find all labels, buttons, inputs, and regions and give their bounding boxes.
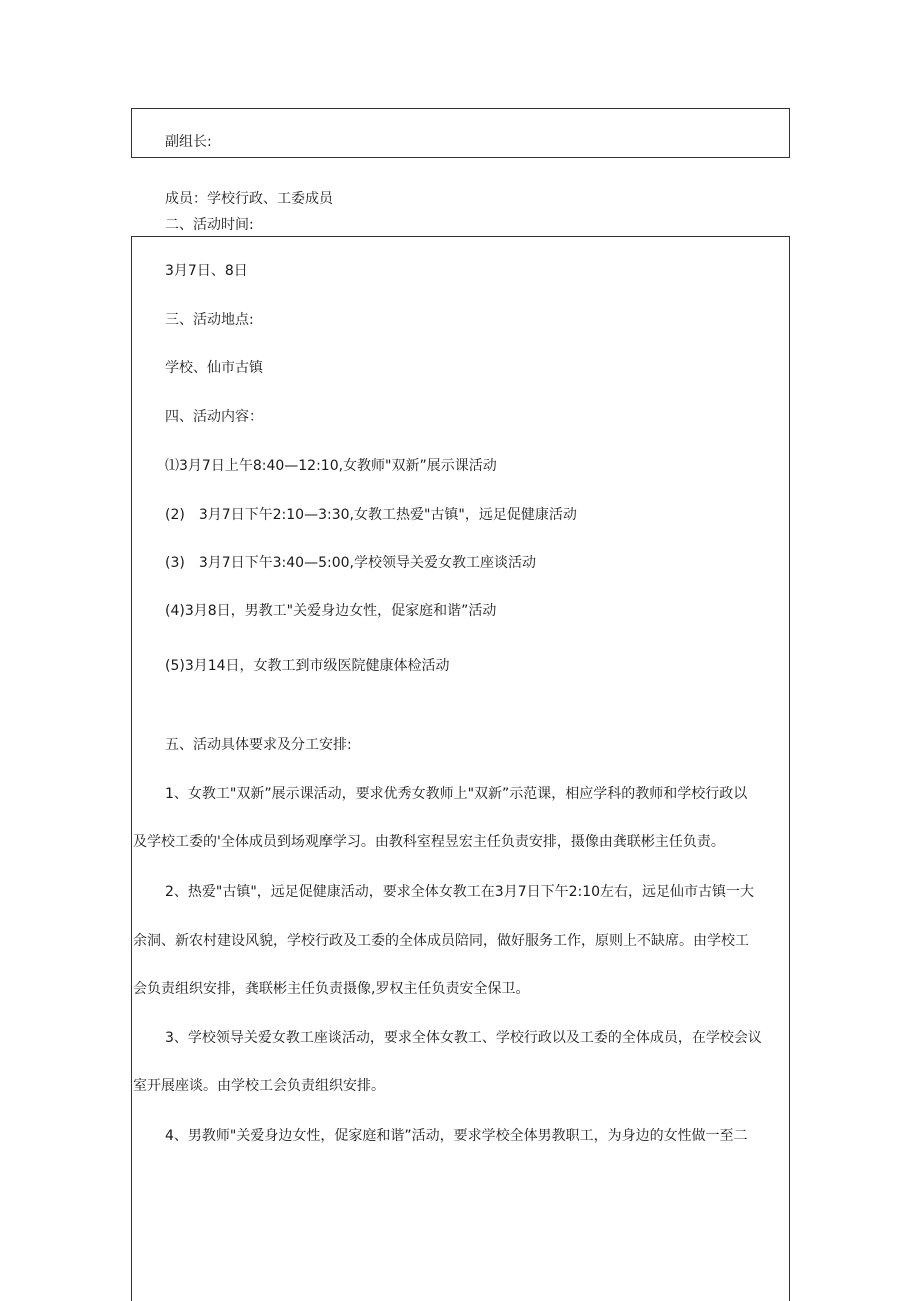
requirement-line: 余洞、新农村建设风貌，学校行政及工委的全体成员陪同，做好服务工作，原则上不缺席。由学校工 (133, 933, 749, 949)
section-2-title: 二、活动时间: (165, 217, 254, 233)
requirement-line: 2、热爱"古镇"，远足促健康活动，要求全体女教工在3月7日下午2:10左右，远足仙市古镇一大 (165, 884, 755, 900)
requirement-line: 室开展座谈。由学校工会负责组织安排。 (133, 1078, 385, 1094)
section-5-title: 五、活动具体要求及分工安排: (165, 737, 352, 753)
activity-item: ⑴3月7日上午8:40—12:10,女教师"双新”展示课活动 (165, 458, 497, 474)
members-line: 成员：学校行政、工委成员 (165, 191, 333, 207)
activity-item: (4)3月8日，男教工"关爱身边女性，促家庭和谐”活动 (165, 603, 497, 619)
requirement-line: 及学校工委的'全体成员到场观摩学习。由教科室程昱宏主任负责安排，摄像由龚联彬主任负责。 (133, 834, 725, 850)
activity-item: (2) 3月7日下午2:10—3:30,女教工热爱"古镇"，远足促健康活动 (165, 507, 577, 523)
vice-leader-label: 副组长: (165, 134, 212, 150)
requirement-line: 3、学校领导关爱女教工座谈活动，要求全体女教工、学校行政以及工委的全体成员，在学校会议 (165, 1030, 762, 1046)
vice-leader-box (131, 108, 790, 158)
requirement-line: 4、男教师"关爱身边女性，促家庭和谐”活动，要求学校全体男教职工，为身边的女性做一至二 (165, 1128, 748, 1144)
activity-location: 学校、仙市古镇 (165, 360, 263, 376)
activity-item: (3) 3月7日下午3:40—5:00,学校领导关爱女教工座谈活动 (165, 555, 536, 571)
requirement-line: 会负责组织安排，龚联彬主任负责摄像,罗权主任负责安全保卫。 (133, 981, 530, 997)
section-4-title: 四、活动内容： (165, 409, 263, 425)
activity-date: 3月7日、8日 (165, 263, 248, 279)
activity-item: (5)3月14日，女教工到市级医院健康体检活动 (165, 658, 450, 674)
section-3-title: 三、活动地点: (165, 312, 254, 328)
requirement-line: 1、女教工"双新”展示课活动，要求优秀女教师上"双新”示范课，相应学科的教师和学校行政以 (165, 786, 748, 802)
